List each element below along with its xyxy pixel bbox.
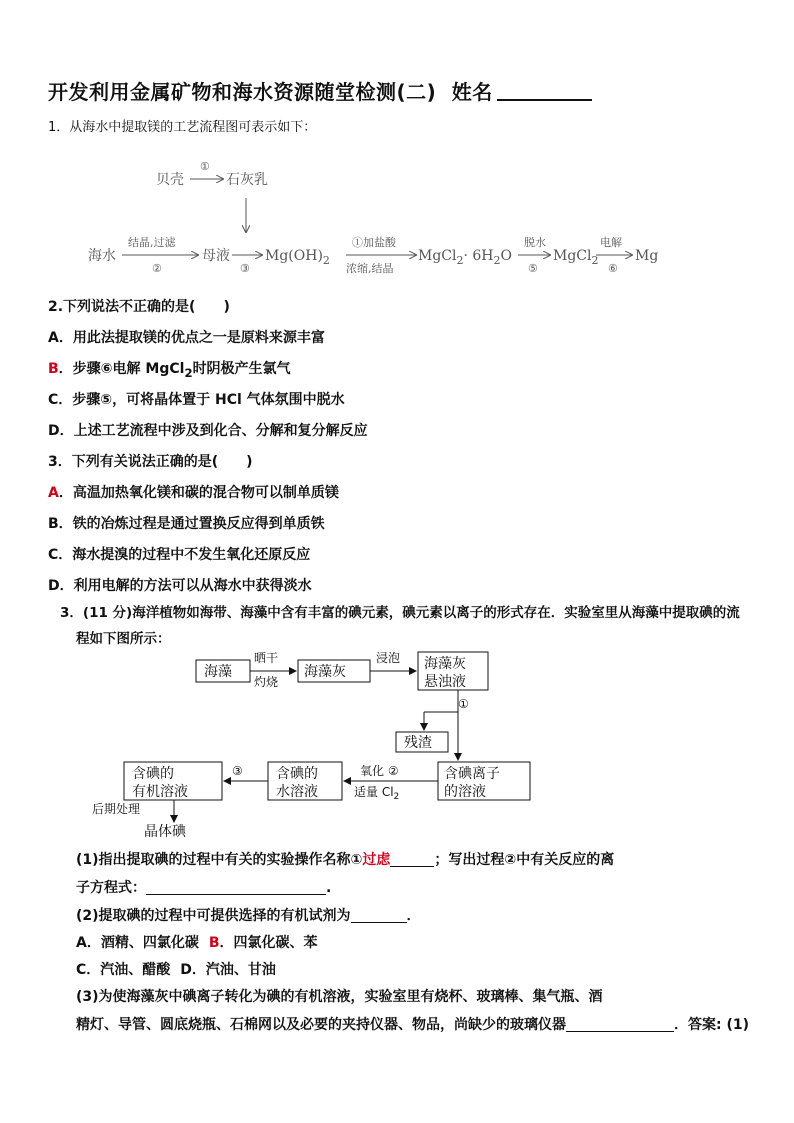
chlorine-label: 适量 $Cl_2$	[354, 785, 400, 802]
q4-option-c[interactable]: C．汽油、醋酸	[76, 962, 171, 978]
q3-option-a-text: ．高温加热氧化镁和碳的混合物可以制单质镁	[58, 485, 339, 501]
q2-option-a[interactable]: A．用此法提取镁的优点之一是原料来源丰富	[48, 330, 325, 346]
q4-part2: (2)提取碘的过程中可提供选择的有机试剂为 ．	[76, 908, 421, 924]
mgcl2-label: MgCl$_2$	[553, 248, 599, 267]
q4-option-d[interactable]: D．汽油、甘油	[180, 962, 276, 978]
page-title	[48, 76, 592, 105]
q2-option-c[interactable]: C．步骤⑤，可将晶体置于 HCl 气体氛围中脱水	[48, 392, 345, 408]
mgcl2-hydrate-label: MgCl$_2$· $6H_2O$	[418, 248, 513, 267]
q2-option-d[interactable]: D．上述工艺流程中涉及到化合、分解和复分解反应	[48, 423, 368, 439]
step4-bottom-label: 浓缩,结晶	[346, 262, 394, 275]
step6-top-label: 电解	[600, 236, 622, 249]
q3-option-b[interactable]: B．铁的冶炼过程是通过置换反应得到单质铁	[48, 516, 325, 532]
step1-circle: ①	[458, 697, 469, 711]
step5-number: ⑤	[528, 262, 538, 275]
q4-options-row1	[76, 932, 318, 952]
lime-label: 石灰乳	[226, 172, 268, 188]
step6-number: ⑥	[608, 262, 618, 275]
post-processing-label: 后期处理	[92, 802, 141, 816]
q4-answer-mark: B	[208, 935, 220, 951]
step3-circle: ③	[232, 764, 243, 778]
shell-label: 贝壳	[156, 172, 184, 188]
q2-option-b-tail: 时阴极产生氯气	[192, 361, 291, 377]
step5-top-label: 脱水	[524, 236, 546, 249]
suspension-line2: 悬浊液	[424, 674, 466, 690]
mg-hydroxide-label: $Mg(OH)_2$	[265, 248, 330, 267]
q4-part3-line2	[76, 1014, 749, 1034]
organic-line2: 有机溶液	[132, 784, 188, 800]
name-label: 姓名	[451, 80, 493, 104]
q3-option-d[interactable]: D．利用电解的方法可以从海水中获得淡水	[48, 578, 312, 594]
residue-label: 残渣	[404, 735, 432, 751]
suspension-line1: 海藻灰	[424, 656, 466, 672]
step3-number: ③	[240, 262, 250, 275]
dry-label: 晒干	[254, 651, 279, 665]
q4-part1-text: (1)指出提取碘的过程中有关的实验操作名称①	[76, 852, 363, 868]
q2-option-b-text: ．步骤⑥电解 MgCl	[58, 361, 185, 377]
q4-part1-blank[interactable]	[390, 852, 434, 867]
q2-stem: 2.下列说法不正确的是( )	[48, 299, 230, 315]
q4-option-a[interactable]: A．酒精、四氯化碳	[76, 935, 199, 951]
step2-top-label: 结晶,过滤	[128, 236, 176, 249]
organic-line1: 含碘的	[132, 766, 174, 782]
q4-part3-text: 精灯、导管、圆底烧瓶、石棉网以及必要的夹持仪器、物品，尚缺少的玻璃仪器	[76, 1017, 566, 1033]
q3-stem: 3．下列有关说法正确的是( )	[48, 454, 253, 470]
q4-ionic-equation-label: 子方程式：	[76, 880, 146, 896]
q4-ionic-equation-blank[interactable]	[146, 880, 326, 895]
q4-part2-text: (2)提取碘的过程中可提供选择的有机试剂为	[76, 908, 351, 924]
seawater-label: 海水	[88, 248, 116, 264]
q3-option-a[interactable]	[48, 482, 339, 502]
name-blank[interactable]	[497, 81, 592, 101]
soak-label: 浸泡	[376, 651, 401, 665]
iodide-line1: 含碘离子	[444, 766, 500, 782]
q4-option-b[interactable]: ．四氯化碳、苯	[219, 935, 318, 951]
burn-label: 灼烧	[254, 675, 279, 689]
seaweed-label: 海藻	[204, 664, 232, 680]
q2-option-b[interactable]	[48, 358, 291, 380]
q1-intro: 1．从海水中提取镁的工艺流程图可表示如下：	[48, 120, 317, 135]
q4-part3-line1: (3)为使海藻灰中碘离子转化为碘的有机溶液，实验室里有烧杯、玻璃棒、集气瓶、酒	[76, 989, 603, 1005]
q4-part1-line2: 子方程式： .	[76, 880, 332, 896]
aqueous-line2: 水溶液	[276, 784, 318, 800]
title-text: 开发利用金属矿物和海水资源随堂检测(二)	[48, 80, 437, 104]
crystal-iodine-label: 晶体碘	[144, 824, 186, 840]
step1-number: ①	[200, 160, 210, 173]
iodine-flow-diagram	[82, 650, 552, 840]
q4-part1-answer[interactable]: 过虑	[362, 852, 391, 868]
q4-part1-text2: ；写出过程②中有关反应的离	[434, 852, 615, 868]
q4-stem-line1: 3．(11 分)海洋植物如海带、海藻中含有丰富的碘元素，碘元素以离子的形式存在．实验室里从海藻中提取碘的流	[60, 605, 740, 621]
q2-answer-mark: B	[48, 361, 59, 377]
iodide-line2: 的溶液	[444, 784, 486, 800]
magnesium-flow-diagram	[80, 150, 680, 280]
step4-top-label: ①加盐酸	[352, 236, 396, 249]
q3-option-c[interactable]: C．海水提溴的过程中不发生氧化还原反应	[48, 547, 311, 563]
q4-answer-tail: ．答案: (1)	[674, 1017, 750, 1033]
q4-stem-line2: 程如下图所示：	[76, 631, 171, 647]
aqueous-line1: 含碘的	[276, 766, 318, 782]
mg-product-label: Mg	[635, 248, 659, 264]
q2-option-b-sub: 2	[184, 365, 193, 380]
q4-part2-blank[interactable]	[351, 908, 407, 923]
oxidize-label: 氧化 ②	[360, 764, 399, 778]
q3-answer-mark: A	[48, 485, 59, 501]
step2-number: ②	[152, 262, 162, 275]
ash-label: 海藻灰	[304, 664, 346, 680]
q4-options-row2	[76, 959, 276, 979]
q4-part3-blank[interactable]	[566, 1017, 674, 1032]
q4-part1-line1	[76, 849, 614, 869]
mother-liquor-label: 母液	[202, 248, 230, 264]
